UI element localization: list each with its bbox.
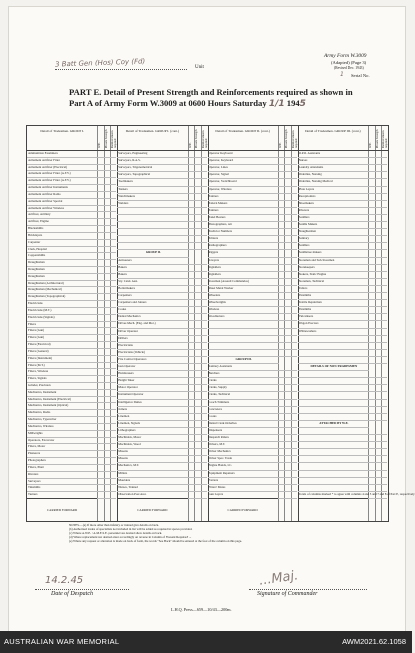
- row-label: Textile Repairmen: [298, 300, 322, 305]
- row-label: Slaughtermen: [298, 229, 316, 234]
- row-label: Storemen, Technical: [298, 278, 325, 283]
- row-label: Coach Trimmers: [208, 399, 230, 404]
- row-label: Fitters (Instrument): [28, 355, 53, 360]
- row-label: Operator Keyboard: [208, 151, 233, 155]
- row-label: Operator, Lines: [208, 165, 228, 170]
- row-label: Saddlers: [298, 243, 310, 248]
- row-label: Draughtsmen: [28, 273, 45, 278]
- row-label: Bricklayers: [28, 232, 43, 237]
- row-label: Sty. Cand. Asst.: [118, 278, 138, 283]
- row-label: Bakers: [118, 271, 127, 276]
- carried-forward: CARRIED FORWARD: [27, 498, 97, 521]
- row-label: Operator, Switchboard: [208, 179, 237, 184]
- row-label: Despatch Riders: [208, 435, 229, 440]
- print-line: L.H.Q. Press—659—10/43—200m.: [171, 607, 232, 612]
- row-label: Saddletree makers: [298, 250, 322, 255]
- subcolumn-heading: W.E.: [278, 142, 282, 148]
- row-label: Receptionists: [298, 193, 316, 198]
- row-label: Fitters: [28, 321, 36, 326]
- subcolumn-heading: W.E.: [369, 142, 372, 148]
- row-label: Saddle Makers: [298, 222, 318, 227]
- notes-block: [69, 523, 379, 543]
- row-label: Operator, Signal: [208, 172, 229, 177]
- signature-line: [249, 589, 367, 590]
- row-label: Sawyers: [208, 257, 219, 262]
- row-label: Fitters, Plant: [28, 464, 44, 469]
- row-label: Millwrights: [28, 430, 43, 435]
- row-label: Armament Artificer (Electrical): [28, 164, 68, 169]
- row-label: Instrument Operator: [118, 392, 144, 397]
- row-label: Armament Artificer Wireless: [28, 205, 64, 210]
- row-label: Millers: [118, 470, 128, 475]
- column-heading: Detail of Tradesmen. GROUP I. (cont.): [125, 129, 180, 133]
- row-label: Engine Hands, I.C.: [208, 463, 233, 468]
- note-line: NOTES.—(a) If more other than infantry or trained give details on back.: [69, 523, 159, 527]
- date-handwriting: 1/1: [268, 99, 285, 109]
- row-label: Observation Post Asst.: [118, 491, 147, 496]
- row-label: Storemen and Sub-Storemen: [298, 257, 335, 262]
- row-label: GROUP II.: [145, 250, 161, 255]
- serial-label: Serial No.: [351, 73, 370, 78]
- row-label: Riggers: [208, 250, 219, 255]
- row-label: Blacksmiths: [28, 226, 44, 231]
- row-label: Fitters' Mates: [208, 484, 226, 489]
- row-label: Armament Artificer Special: [28, 198, 63, 203]
- row-label: Operators, Excavator: [28, 437, 55, 442]
- title-line1: PART E. Detail of Present Strength and Reinforcements required as shown in: [69, 87, 353, 97]
- row-label: Artificer, Artillery: [28, 212, 51, 217]
- subcolumn-heading: Reinforcements required: [382, 130, 388, 148]
- row-label: Fitters (Gun): [28, 335, 45, 340]
- row-label: Wheelers: [208, 293, 221, 298]
- row-label: Coppersmiths: [28, 253, 46, 258]
- row-label: Machinists, Motor: [118, 435, 142, 440]
- row-label: Signallers: [208, 264, 221, 269]
- row-label: Wagon Erectors: [298, 321, 319, 326]
- row-label: Printers: [208, 236, 219, 241]
- row-label: Fitters (General): [28, 348, 49, 353]
- row-label: Carpenters: [118, 293, 132, 298]
- table-column: [208, 126, 298, 521]
- row-label: Mechanics, M.T.: [118, 463, 140, 468]
- row-label: Armament Artificer Fitter (A.F.V.): [28, 171, 71, 176]
- row-label: Armament Artificer Radio: [28, 191, 61, 196]
- row-label: Drillers: [118, 335, 128, 340]
- row-label: Turners: [118, 186, 128, 191]
- subcolumn-heading: W.E.: [98, 142, 102, 148]
- row-label: Armourers: [118, 257, 132, 262]
- row-label: Butchers: [208, 371, 220, 376]
- row-label: Tailors: [298, 285, 308, 290]
- row-label: Surveyors, Engineering: [118, 151, 148, 155]
- row-label: Fitters (M.T.): [28, 362, 45, 367]
- row-label: Sanitary: [298, 236, 310, 241]
- subcolumn-heading: Reinforcements required: [201, 130, 208, 148]
- archive-bar: [0, 631, 412, 653]
- row-label: Driver Operator: [118, 328, 139, 333]
- row-label: Toolmakers: [118, 179, 133, 184]
- subcolumn-heading: Reinforcements required: [291, 130, 298, 148]
- row-label: Cooks: [118, 307, 127, 312]
- row-label: Draughtsmen (Mechanical): [28, 287, 62, 292]
- row-label: Dental Mechanics: [118, 314, 141, 319]
- row-label: Surveyors, Topographical: [118, 172, 151, 177]
- title-year: 194: [286, 98, 300, 108]
- table-column: [298, 126, 415, 521]
- row-label: Joiners: [118, 406, 128, 411]
- row-label: Equipment Repairers: [208, 470, 235, 475]
- row-label: Surveyors: [28, 478, 41, 483]
- table-column: [117, 126, 207, 521]
- row-label: Dispensers: [208, 427, 223, 432]
- row-label: Electricians: [28, 301, 43, 306]
- row-label: Orderlies, Nursing Medical: [298, 179, 333, 184]
- row-label: Plate Layers: [298, 186, 315, 191]
- row-label: Cooks: [208, 413, 217, 418]
- row-label: Carpenter: [28, 239, 41, 244]
- subcolumn-heading: Present Strength: [285, 129, 289, 148]
- form-sheet: [8, 6, 415, 633]
- carried-forward: CARRIED FORWARD: [208, 498, 278, 521]
- row-label: Saddlers: [298, 214, 310, 219]
- title-line2: [69, 98, 389, 110]
- signature-handwriting: ...Maj.: [258, 568, 300, 589]
- form-sub1: (Adapted) (Page 3): [331, 60, 367, 65]
- row-label: Farriers: [208, 477, 219, 482]
- row-label: Intelligence Duties: [118, 399, 142, 404]
- row-label: Linemen, Signals: [118, 420, 140, 425]
- row-label: Electricians (M.T.): [28, 307, 52, 312]
- row-label: Pattern Makers: [208, 200, 228, 205]
- serial-value: 1: [340, 71, 344, 78]
- row-label: Draughtsman: [28, 260, 45, 265]
- row-label: Moulders: [118, 477, 131, 482]
- despatch-line: [35, 589, 129, 590]
- row-label: Predictor Numbers: [208, 229, 232, 234]
- row-label: Masons: [118, 449, 128, 454]
- row-label: Armament Artificer Fitter (A.F.V.): [28, 178, 71, 183]
- row-label: Panel Beaters: [208, 214, 226, 219]
- note-line: (d) Where replacement not desired enter accordingly on reverse in Column of 'Present Required' ...: [69, 535, 192, 539]
- row-label: Shoemakers: [298, 200, 314, 205]
- row-label: Storeman (Assault Commandos): [208, 278, 249, 283]
- row-label: Operator, Keyboard: [208, 158, 234, 163]
- row-label: Riveters: [298, 207, 310, 212]
- subcolumn-heading: Present Strength: [375, 129, 379, 148]
- row-label: Wireless: [208, 307, 220, 312]
- row-label: Height Taker: [118, 378, 135, 383]
- row-label: Motor Operator: [118, 385, 138, 390]
- row-label: Fitters (Electrical): [28, 342, 51, 347]
- subcolumn-heading: W.E.: [188, 142, 192, 148]
- row-label: Armament Artificer Fitter: [28, 157, 60, 162]
- row-label: Electricians: [118, 342, 133, 347]
- row-label: Signallers: [208, 271, 221, 276]
- row-label: Plasterers: [28, 451, 41, 456]
- row-label: Orderlies, Nursing: [298, 172, 322, 177]
- row-label: Fitters, Wireless: [28, 369, 49, 374]
- row-label: Clerks, Technical: [208, 392, 231, 397]
- row-label: O.P.O. Assistants: [298, 151, 321, 155]
- year-handwriting: 5: [299, 99, 306, 109]
- row-label: Watchmakers: [118, 193, 136, 198]
- row-label: Draughtsmen (Topographical): [28, 294, 66, 299]
- page-title: [69, 87, 389, 110]
- row-label: Clerks: [208, 378, 217, 383]
- row-label: Fitters (Gun): [28, 328, 45, 333]
- column-heading: Detail of Tradesmen. GROUP III. (cont.): [305, 129, 361, 133]
- row-label: Linemen: [118, 413, 130, 418]
- row-label: Mechanics, Instrument (Optical): [28, 403, 69, 408]
- row-label: Driver Spec. Trade: [208, 456, 232, 461]
- row-label: Bakers: [118, 264, 127, 269]
- archive-id: AWM2021.62.1058: [342, 637, 406, 646]
- row-label: Electricians (Signals): [28, 314, 55, 319]
- row-label: Woodturners: [208, 314, 225, 319]
- note-line: (e) Where any request or alteration is made on back of form, the words "See Back" should be entered at the foot of the column on this page.: [69, 539, 242, 543]
- row-label: Tinsmiths: [298, 293, 312, 298]
- row-label: Turners: [28, 492, 38, 497]
- row-label: Gun Layers: [208, 491, 224, 496]
- row-label: Drivers, M.T.: [208, 442, 226, 447]
- subcolumn-heading: Present Strength: [104, 129, 108, 148]
- row-label: Laundry Attendants: [298, 165, 324, 170]
- column-header: [298, 126, 388, 151]
- subcolumn-heading: Present Strength: [195, 129, 198, 148]
- row-label: Electricians (Vehicle): [118, 349, 145, 354]
- row-label: Surveyors, R.A.S.: [118, 158, 141, 163]
- column-heading: Detail of Tradesmen. GROUP I.: [40, 129, 84, 133]
- row-label: Machinists, Wood: [118, 442, 141, 447]
- row-label: Mechanics, Instrument: [28, 389, 57, 394]
- row-label: Stokers, Static Engine: [298, 271, 327, 276]
- row-label: Radiographers: [208, 243, 227, 248]
- row-label: Mechanics, Radio: [28, 410, 51, 415]
- column-header: [208, 126, 298, 151]
- subcolumn-heading: Reinforcements required: [111, 130, 118, 148]
- row-label: Concreters: [208, 406, 222, 411]
- unit-handwriting: 3 Batt Gen (Hos) Coy (Fd): [54, 57, 146, 69]
- row-label: Grinder, Precision: [28, 383, 51, 387]
- note-line: (c) Where A.W.E. / A.M.E.S.E. personnel are desired show details on back.: [69, 531, 163, 535]
- form-name: Army Form W.3009: [324, 53, 367, 59]
- tradesmen-table: [26, 125, 415, 522]
- row-label: Mechanics, Typewriter: [28, 417, 57, 422]
- row-label: Riveters: [28, 471, 39, 476]
- row-label: Painters: [208, 207, 219, 212]
- row-label: Draughtsmen (Architectural): [28, 280, 64, 285]
- row-label: Welders: [118, 200, 129, 205]
- row-label: Clerks, Supply: [208, 385, 227, 390]
- row-label: Draughtsmen: [28, 267, 45, 271]
- row-label: Surveyors, Trigonometrical: [118, 165, 153, 170]
- column-header: [27, 126, 117, 151]
- row-label: Mechanics, Wireless: [28, 423, 54, 428]
- row-label: ATTACHED BY W.E.: [319, 420, 349, 425]
- row-label: Boilermakers: [118, 285, 135, 290]
- row-label: Nurses, Trained: [118, 484, 138, 489]
- table-column: [27, 126, 117, 521]
- row-label: Storekeepers: [298, 264, 315, 269]
- row-label: Lithographers: [118, 427, 136, 432]
- signature-label: Signature of Commander: [257, 591, 318, 597]
- row-label: Hairdressers: [118, 371, 134, 376]
- despatch-label: Date of Despatch: [51, 591, 93, 597]
- row-label: Tinsmiths: [28, 485, 41, 490]
- despatch-handwriting: 14.2.45: [45, 575, 84, 586]
- row-label: Fitters, Motor: [28, 444, 46, 449]
- form-sub2: (Revised Dec. 1943): [334, 66, 364, 70]
- note-line: (b) Authorised trades of specialists not included in list will be added as required in spaces provided.: [69, 527, 193, 531]
- row-label: Whitewashers: [298, 328, 317, 333]
- archive-name: AUSTRALIAN WAR MEMORIAL: [4, 637, 120, 646]
- row-label: Ammunition Examiners: [28, 151, 58, 155]
- row-label: Painters: [208, 193, 219, 198]
- row-label: Photographers, Air: [208, 222, 232, 227]
- unit-line: [55, 69, 187, 70]
- column-header: [117, 126, 207, 151]
- row-label: Clerk, Hospital: [28, 246, 47, 251]
- row-label: Driver Mechanics: [208, 449, 231, 454]
- row-label: Masons: [118, 456, 128, 461]
- title-line2-text: Part A of Army Form W.3009 at 0600 Hours Saturday: [69, 98, 267, 108]
- row-label: DETAILS OF NON-TRADESMEN: [310, 364, 358, 369]
- row-label: Tinsmiths: [298, 307, 312, 312]
- carried-forward: [298, 498, 368, 521]
- row-label: Totals of columns marked * to agree with columns 4 and 5 and 7 and 8 of Part E, respectively: [298, 491, 415, 496]
- row-label: Driver-Mech. (Eng. and Mot.): [118, 321, 156, 326]
- row-label: Carpenters and Joiners: [118, 300, 147, 305]
- row-label: Mechanics, Instrument (Electrical): [28, 396, 72, 401]
- row-label: Gun Operator: [118, 364, 136, 369]
- unit-label: Unit: [195, 65, 204, 70]
- row-label: Sheet Metal Worker: [208, 285, 234, 290]
- row-label: Nurses: [298, 158, 308, 163]
- row-label: Fitters, Signals: [28, 376, 47, 381]
- row-label: Fire Control Operators: [118, 356, 147, 361]
- row-label: Dental Clerk Orderlies: [208, 420, 237, 425]
- row-label: Wheelwrights: [208, 300, 226, 305]
- carried-forward: CARRIED FORWARD: [117, 498, 187, 521]
- row-label: Operator, Wireless: [208, 186, 232, 191]
- row-label: Sanitary Assistants: [208, 364, 232, 369]
- column-heading: Detail of Tradesmen. GROUP II. (cont.): [215, 129, 270, 133]
- row-label: Photographers: [28, 458, 46, 463]
- row-label: Artificer, Engine: [28, 219, 49, 224]
- row-label: GROUP III.: [235, 356, 252, 361]
- row-label: Armament Artificer Instruments: [28, 185, 68, 190]
- row-label: Vulcanisers: [298, 314, 314, 319]
